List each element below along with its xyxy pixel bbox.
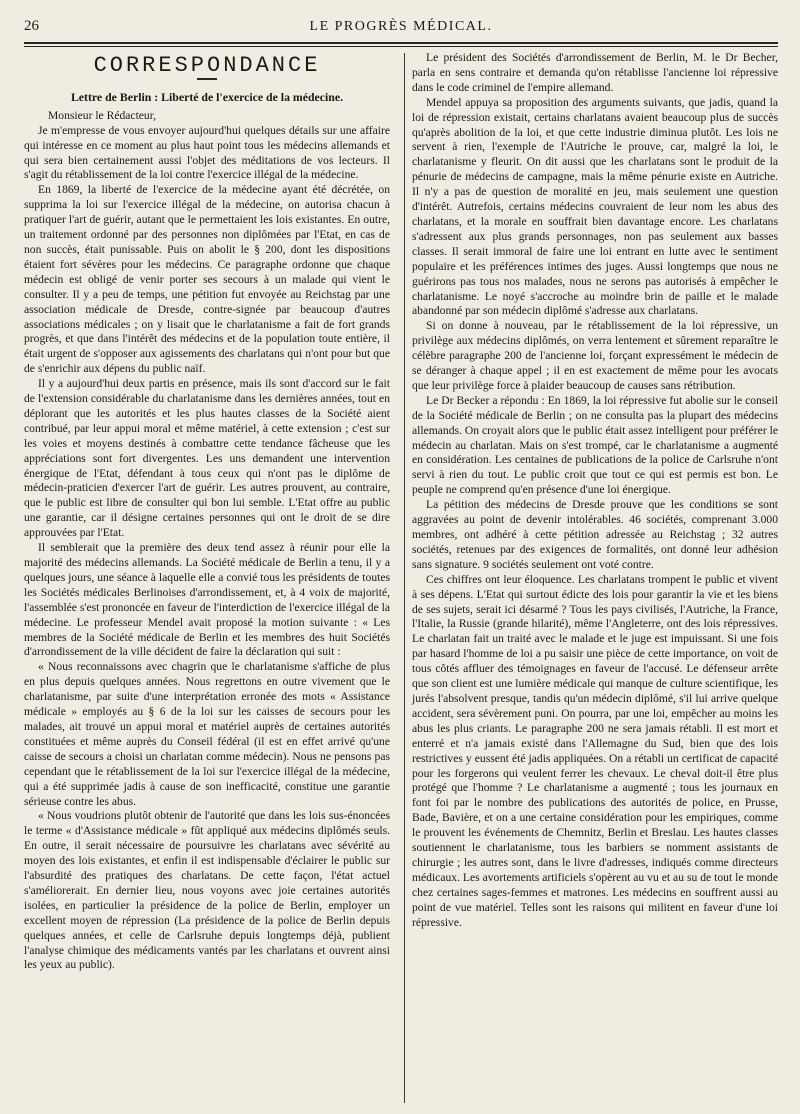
letter-heading: Lettre de Berlin : Liberté de l'exercice de la médecine.	[70, 89, 344, 104]
paragraph: En 1869, la liberté de l'exercice de la médecine ayant été décrétée, on supprima la loi sur l'exercice illégal de la médecine, on autorisa chacun à pratiquer l'art de guérir, autant que le permettaient les lois existantes. En outre, un traitement ordonné par des personnes non diplômées par l'Etat, en cas de non succès, était punissable. Puis on abolit le § 200, dont les dispositions étaient fort sévères pour les médecins. Ce paragraphe ordonne que chaque médecin est obligé de venir porter ses secours à un malade qui vient le consulter. Il y a peu de temps, une pétition fut envoyée au Reichstag par une association médicale de Dresde, contre-signée par beaucoup d'autres associations médicales ; on y lisait que le charlatanisme a fait de fort grands progrès, et que dans l'intérêt des médecins et de la population toute entière, il était urgent de s'opposer aux agissements des charlatans qui n'ont pour but que de s'enrichir aux dépens du public naïf.	[24, 183, 390, 376]
section-title: CORRESPONDANCE	[93, 53, 321, 78]
salutation: Monsieur le Rédacteur,	[48, 108, 157, 122]
quoted-paragraph: « Nous voudrions plutôt obtenir de l'autorité que dans les lois sus-énoncées le terme « d'Assistance médicale » fût appliqué aux médecins diplômés seuls. En outre, il serait nécessaire de poursuivre les charlatans avec sévérité au moyen des lois existantes, et enfin il est indispensable d'éclairer le public sur l'absurdité des pratiques des charlatans. De cette façon, l'état actuel s'améliorerait. En dernier lieu, nous voyons avec joie certaines autorités isolées, en particulier la présidence de la police de Berlin, employer un excellent moyen de répression (La présidence de la police de Berlin depuis quelques années, et celle de Carlsruhe depuis longtemps déjà, publient l'analyse chimique des médicaments vantés par les charlatans et ouvrent ainsi les yeux au public).	[24, 809, 390, 972]
title-ornament	[197, 78, 217, 80]
left-column	[24, 51, 401, 973]
paragraph: Le président des Sociétés d'arrondissement de Berlin, M. le Dr Becher, parla en sens contraire et demanda qu'on rétablisse l'ancienne loi répressive dans le code criminel de l'empire allemand.	[412, 51, 778, 94]
column-divider	[404, 53, 405, 1103]
paragraph: Le Dr Becker a répondu : En 1869, la loi répressive fut abolie sur le conseil de la Société médicale de Berlin ; on ne consulta pas la plupart des médecins allemands. On croyait alors que le public était assez intelligent pour préférer le médecin au charlatan. Mais on s'est trompé, car le charlatanisme a augmenté en considération. Les centaines de publications de la police de Carlsruhe n'ont servi à rien du tout. Le public croit que tout ce qui est permis est bon. Le peuple ne comprend qu'en présence d'une loi énergique.	[412, 393, 778, 497]
paragraph: Ces chiffres ont leur éloquence. Les charlatans trompent le public et vivent à ses dépens. L'Etat qui surtout édicte des lois pour garantir la vie et les biens de ses sujets, serait ici désarmé ? Tous les pays civilisés, l'Autriche, la France, l'Italie, la Russie (grande hilarité), même l'Angleterre, ont des lois répressives. Le charlatan fait un traité avec le malade et le juge est impuissant. Si une fois par hasard l'homme de loi a pu saisir une pièce de cette importance, on voit de tous côtés affluer des témoignages en faveur de l'accusé. Le défenseur arrête que son client est une lumière médicale qui manque de culture scientifique, les jurés l'absolvent presque, tandis qu'un médecin diplômé, s'il lui arrive quelque accident, sera sévèrement puni. On pourra, par une loi, empêcher au moins les abus les plus criants. Le paragraphe 200 ne sera jamais rétabli. Il est mort et enterré et n'a jamais existé dans l'Allemagne du Sud, bien que des lois restrictives y eussent été jadis appliquées. On a rétabli un certificat de capacité pour les forgerons qui veulent ferrer les chevaux. Le cheval doit-il être plus protégé que l'homme ? Le charlatanisme a augmenté ; tous les journaux en font foi par le nombre des publications des autorités de police, en Prusse, Bade, Bavière, et on a une certaine considération pour les empiriques, comme le prouvent les événements de Chemnitz, Berlin et Breslau. Les hautes classes soutiennent le charlatanisme, tous les barbiers se nomment assistants de chirurgie ; les autres sont, dans le livre d'adresses, indiqués comme directeurs médicaux. Les avortements artificiels s'opèrent au vu et au su de tout le monde chez certaines sages-femmes et matrones. Les médecins en souffrent aussi au point de vue matériel. Telles sont les raisons qui militent en faveur d'une loi répressive.	[412, 572, 778, 929]
paragraph: Si on donne à nouveau, par le rétablissement de la loi répressive, un privilège aux médecins diplômés, on verra lentement et sûrement reparaître le célèbre paragraphe 200 de l'ancienne loi, forçant expressément le médecin de se déranger à chaque appel ; il en est exactement de même pour les avocats que leur privilège force à plaider beaucoup de causes sans rétribution.	[412, 319, 778, 392]
page-number: 26	[24, 18, 39, 34]
article-columns	[24, 51, 778, 973]
running-head	[24, 18, 778, 40]
header-rule-thin	[24, 46, 778, 47]
paragraph: Il semblerait que la première des deux tend assez à réunir pour elle la majorité des médecins allemands. La Société médicale de Berlin a tenu, il y a quelques jours, une séance à laquelle elle a convié tous les présidents de toutes les Sociétés médicales Berlinoises d'arrondissement, et, à 4 voix de majorité, l'assemblée s'est prononcée en faveur de l'interdiction de l'exercice illégal de la médecine. Le professeur Mendel avait proposé la motion suivante : « Les membres de la Société médicale de Berlin et les membres des huit Sociétés d'arrondissement de la ville décident de faire la déclaration qui suit :	[24, 541, 390, 659]
journal-title: LE PROGRÈS MÉDICAL.	[309, 19, 493, 34]
header-rule	[24, 42, 778, 44]
paragraph: Il y a aujourd'hui deux partis en présence, mais ils sont d'accord sur le fait de l'extension considérable du charlatanisme dans les dernières années, tout en déplorant que les autorités et les plus hautes classes de la Société aient contribué, par leur appui moral et même matériel, à cette extension ; c'est sur les voies et moyens destinés à combattre cette tendance fâcheuse que les appréciations sont fort divergentes. Les uns demandent une intervention énergique de l'Etat, défendant à tous ceux qui n'ont pas le diplôme de médecin-praticien d'exercer l'art de guérir. Les autres prouvent, au contraire, que le public est libre de consulter qui bon lui semble. L'Etat offre au public une garantie, car il désigne certaines personnes qui ont le droit de se dire approuvées par l'Etat.	[24, 377, 390, 540]
right-column	[401, 51, 778, 973]
paragraph: Mendel appuya sa proposition des arguments suivants, que jadis, quand la loi de répression existait, certains charlatans avaient beaucoup plus de succès qu'après abolition de la loi, et que cette industrie diminua plutôt. Les lois ne servent à rien, l'exemple de l'Autriche le prouve, car, malgré la loi, le charlatanisme y fleurit. On dit aussi que les charlatans sont le produit de la pénurie de médecins de campagne, mais la même pénurie existe en Autriche. Il n'y a pas de question de moralité en jeu, mais seulement une question d'intérêt. Autrefois, certains médecins couvraient de leur nom les abus des charlatans, et la morale en souffrait bien davantage encore. Les charlatans s'adressent aux plus grands personnages, non pas seulement aux basses classes. Il serait immoral de faire une loi entrant en lutte avec le sentiment populaire et les préférences intimes des juges. Aussi longtemps que nous ne guérirons pas tous nos malades, nous ne serons pas autorisés à empêcher le charlatanisme. Le noyé s'accroche au moindre brin de paille et le malade abandonné par son médecin diplômé s'adresse aux charlatans.	[412, 95, 778, 318]
paragraph: Je m'empresse de vous envoyer aujourd'hui quelques détails sur une affaire qui intéresse en ce moment au plus haut point tous les médecins allemands et qui sera bien certainement aussi l'objet des méditations de vos lecteurs. Il s'agit du rétablissement de la loi contre l'exercice illégal de la médecine.	[24, 123, 390, 182]
quoted-paragraph: « Nous reconnaissons avec chagrin que le charlatanisme s'affiche de plus en plus depuis quelques années. Nous regrettons en outre vivement que le charlatanisme, par suite d'une interprétation erronée des mots « Assistance médicale » employés au § 6 de la loi sur les caisses de secours pour les malades, ait trouvé un appui moral et matériel auprès de certaines autorités constituées et même auprès du Conseil fédéral (il est en effet arrivé qu'une caisse de secours a choisi un charlatan comme médecin). Nous ne pensons pas cependant que le rétablissement de la loi sur l'exercice illégal de la médecine, qui a été supprimée jadis à cause de son inefficacité, constitue une garantie sérieuse contre les abus.	[24, 660, 390, 808]
paragraph: La pétition des médecins de Dresde prouve que les conditions se sont aggravées au point de devenir intolérables. 46 sociétés, comprenant 3.000 membres, ont adhéré à cette pétition adressée au Reichstag ; 32 autres sociétés, retenues par des exigences de formalités, ont donné leur adhésion sans signature. 9 sociétés seulement ont voté contre.	[412, 498, 778, 571]
